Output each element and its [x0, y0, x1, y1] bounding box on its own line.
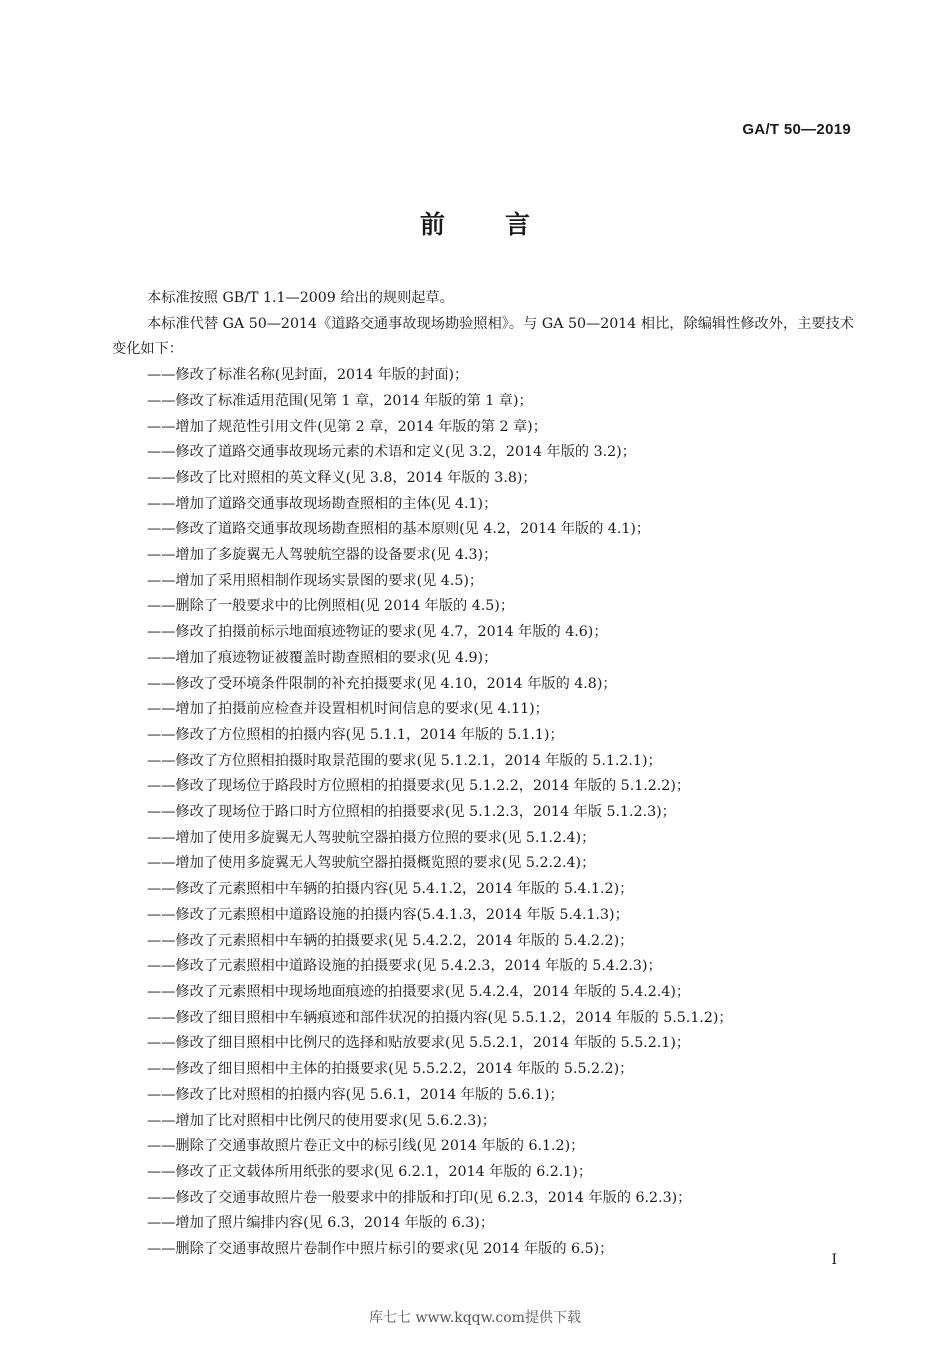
change-item: ——修改了方位照相的拍摄内容(见 5.1.1，2014 年版的 5.1.1)；: [147, 726, 564, 743]
changes-list: [112, 363, 854, 1263]
change-item: ——修改了标准名称(见封面，2014 年版的封面)；: [147, 367, 469, 384]
change-item: ——增加了采用照相制作现场实景图的要求(见 4.5)；: [147, 572, 484, 589]
change-item: ——修改了交通事故照片卷一般要求中的排版和打印(见 6.2.3，2014 年版的 6.2.3)；: [147, 1189, 692, 1206]
section-title: 前言: [419, 210, 590, 239]
change-item: ——修改了拍摄前标示地面痕迹物证的要求(见 4.7，2014 年版的 4.6)；: [147, 624, 608, 641]
change-item: ——修改了道路交通事故现场勘查照相的基本原则(见 4.2，2014 年版的 4.1)；: [147, 521, 651, 538]
change-item: ——删除了一般要求中的比例照相(见 2014 年版的 4.5)；: [147, 598, 515, 615]
change-item: ——增加了多旋翼无人驾驶航空器的设备要求(见 4.3)；: [147, 547, 498, 564]
standard-code: GA/T 50—2019: [742, 121, 851, 138]
change-item: ——修改了元素照相中道路设施的拍摄要求(见 5.4.2.3，2014 年版的 5.4.2.3)；: [147, 958, 662, 975]
change-item: ——修改了细目照相中车辆痕迹和部件状况的拍摄内容(见 5.5.1.2，2014 年版的 5.5.1.2)；: [147, 1009, 733, 1026]
change-item: ——修改了标准适用范围(见第 1 章，2014 年版的第 1 章)；: [147, 392, 533, 409]
change-item: ——修改了受环境条件限制的补充拍摄要求(见 4.10，2014 年版的 4.8)；: [147, 675, 617, 692]
change-item: ——增加了使用多旋翼无人驾驶航空器拍摄概览照的要求(见 5.2.2.4)；: [147, 855, 596, 872]
change-item: ——修改了元素照相中现场地面痕迹的拍摄要求(见 5.4.2.4，2014 年版的 5.4.2.4)；: [147, 983, 691, 1000]
change-item: ——修改了道路交通事故现场元素的术语和定义(见 3.2，2014 年版的 3.2)；: [147, 444, 636, 461]
page-number: I: [831, 1252, 837, 1268]
change-item: ——增加了道路交通事故现场勘查照相的主体(见 4.1)；: [147, 495, 498, 512]
change-item: ——修改了细目照相中比例尺的选择和贴放要求(见 5.5.2.1，2014 年版的 5.5.2.1)；: [147, 1035, 691, 1052]
change-item: ——删除了交通事故照片卷制作中照片标引的要求(见 2014 年版的 6.5)；: [147, 1241, 614, 1258]
change-item: ——修改了比对照相的拍摄内容(见 5.6.1，2014 年版的 5.6.1)；: [147, 1086, 564, 1103]
change-item: ——增加了规范性引用文件(见第 2 章，2014 年版的第 2 章)；: [147, 418, 547, 435]
change-item: ——修改了元素照相中车辆的拍摄内容(见 5.4.1.2，2014 年版的 5.4.1.2)；: [147, 881, 634, 898]
change-item: ——修改了方位照相拍摄时取景范围的要求(见 5.1.2.1，2014 年版的 5.1.2.1)；: [147, 752, 662, 769]
change-item: ——增加了痕迹物证被覆盖时勘查照相的要求(见 4.9)；: [147, 649, 498, 666]
change-item: ——增加了照片编排内容(见 6.3，2014 年版的 6.3)；: [147, 1215, 495, 1232]
download-footer: 库七七 www.kqqw.com提供下载: [369, 1310, 581, 1326]
paragraph-drafting-rules: 本标准按照 GB/T 1.1—2009 给出的规则起草。: [147, 290, 454, 306]
change-item: ——增加了使用多旋翼无人驾驶航空器拍摄方位照的要求(见 5.1.2.4)；: [147, 829, 596, 846]
change-item: ——增加了比对照相中比例尺的使用要求(见 5.6.2.3)；: [147, 1112, 496, 1129]
change-item: ——修改了细目照相中主体的拍摄要求(见 5.5.2.2，2014 年版的 5.5.2.2)；: [147, 1061, 634, 1078]
change-item: ——修改了正文载体所用纸张的要求(见 6.2.1，2014 年版的 6.2.1)；: [147, 1163, 593, 1180]
change-item: ——修改了元素照相中道路设施的拍摄内容(5.4.1.3，2014 年版 5.4.1.3)；: [147, 906, 629, 923]
change-item: ——删除了交通事故照片卷正文中的标引线(见 2014 年版的 6.1.2)；: [147, 1138, 585, 1155]
change-item: ——修改了比对照相的英文释义(见 3.8，2014 年版的 3.8)；: [147, 469, 537, 486]
paragraph-replacement: 本标准代替 GA 50—2014《道路交通事故现场勘验照相》。与 GA 50—2014 相比，除编辑性修改外，主要技术变化如下：: [112, 315, 854, 358]
foreword-body: [112, 286, 854, 1263]
change-item: ——修改了元素照相中车辆的拍摄要求(见 5.4.2.2，2014 年版的 5.4.2.2)；: [147, 932, 634, 949]
change-item: ——修改了现场位于路段时方位照相的拍摄要求(见 5.1.2.2，2014 年版的 5.1.2.2)；: [147, 778, 691, 795]
change-item: ——修改了现场位于路口时方位照相的拍摄要求(见 5.1.2.3，2014 年版 5.1.2.3)；: [147, 804, 676, 821]
change-item: ——增加了拍摄前应检查并设置相机时间信息的要求(见 4.11)；: [147, 701, 549, 718]
